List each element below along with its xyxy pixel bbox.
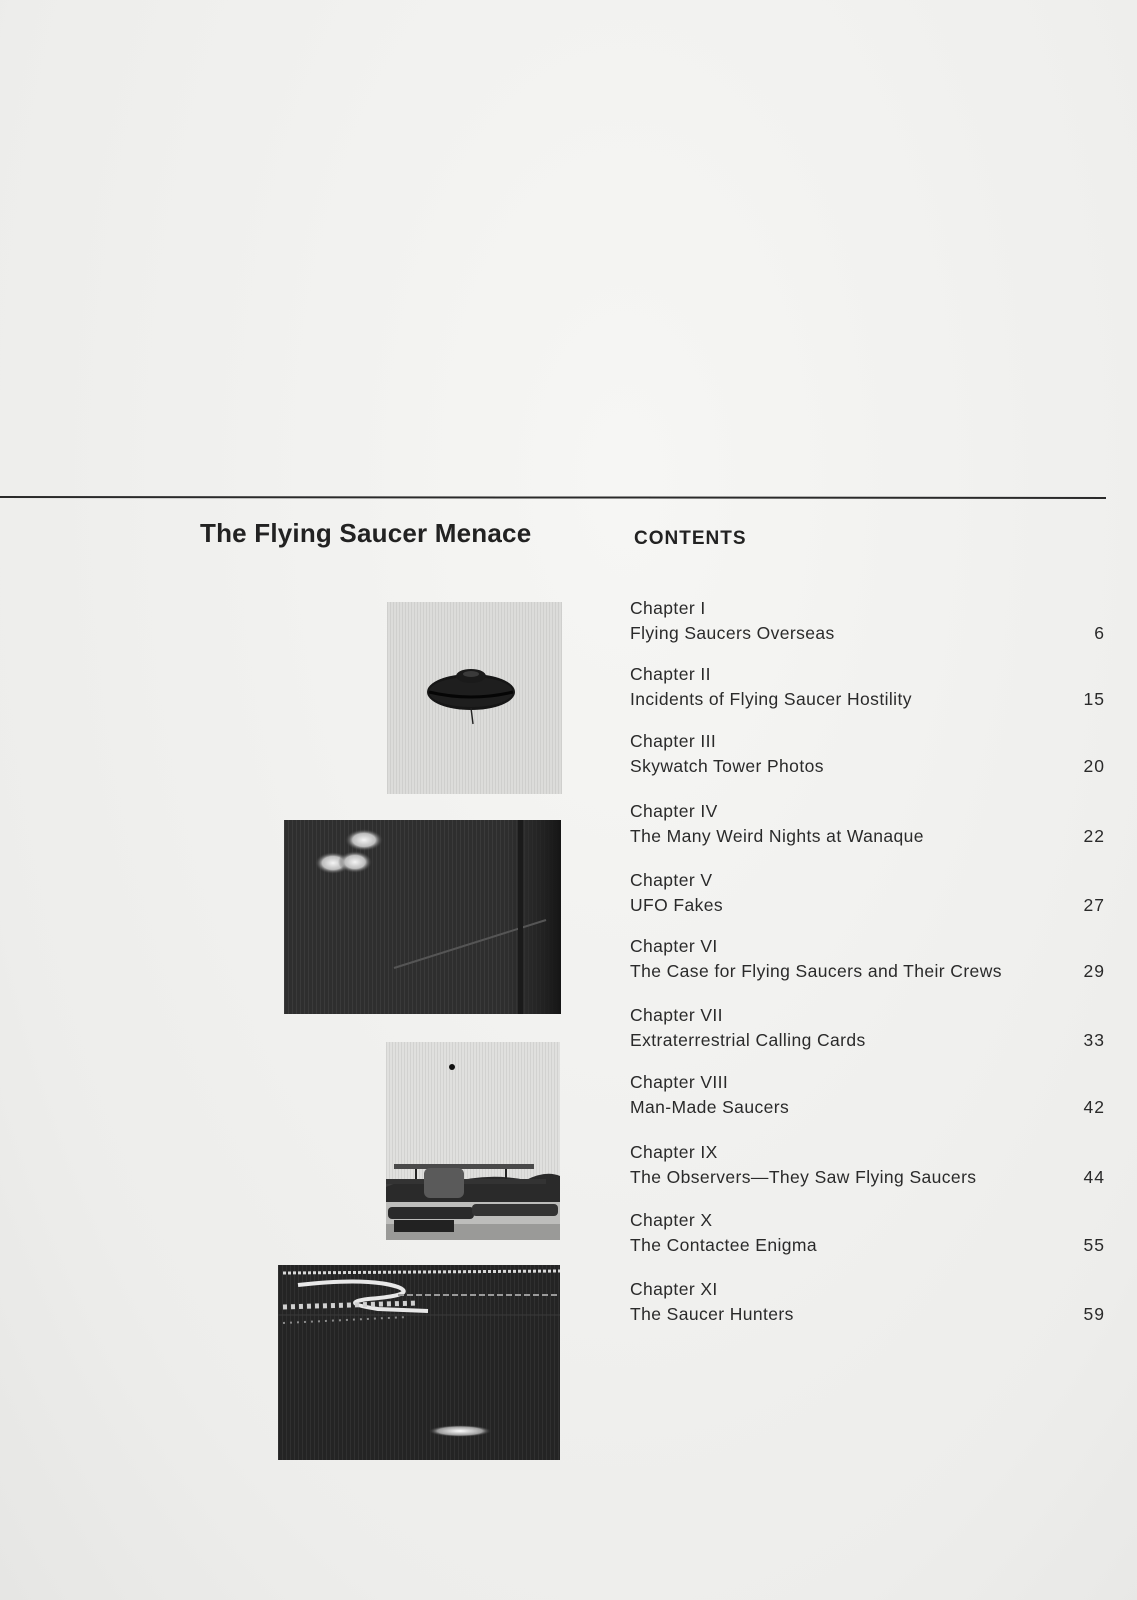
toc-chapter-title: The Observers—They Saw Flying Saucers [630, 1167, 977, 1187]
toc-chapter-label: Chapter VIII [630, 1072, 729, 1092]
toc-page-number: 33 [1083, 1030, 1105, 1050]
toc-chapter-label: Chapter VII [630, 1005, 723, 1025]
toc-chapter-title: Skywatch Tower Photos [630, 756, 824, 776]
toc-entry[interactable] [630, 1208, 1105, 1258]
toc-chapter-label: Chapter XI [630, 1279, 718, 1299]
toc-chapter-title: UFO Fakes [630, 895, 724, 915]
toc-chapter-label: Chapter V [630, 870, 713, 890]
toc-chapter-title: The Saucer Hunters [630, 1304, 794, 1324]
night-light-trails-photo [278, 1265, 560, 1460]
toc-page-number: 27 [1083, 895, 1105, 915]
contents-heading: CONTENTS [634, 528, 747, 549]
toc-chapter-label: Chapter IX [630, 1142, 718, 1162]
toc-chapter-title: The Case for Flying Saucers and Their Crews [630, 961, 1002, 981]
toc-chapter-title: The Many Weird Nights at Wanaque [630, 826, 924, 846]
toc-chapter-label: Chapter III [630, 731, 717, 751]
saucer-in-sky-photo [387, 602, 562, 794]
toc-page-number: 15 [1083, 689, 1105, 709]
toc-entry[interactable] [630, 1003, 1105, 1053]
toc-page-number: 59 [1083, 1304, 1105, 1324]
toc-entry[interactable] [630, 799, 1105, 849]
toc-chapter-title: Extraterrestrial Calling Cards [630, 1030, 866, 1050]
toc-entry[interactable] [630, 596, 1105, 646]
toc-chapter-title: Flying Saucers Overseas [630, 623, 835, 643]
night-lights-photo [284, 820, 561, 1014]
toc-page-number: 42 [1083, 1097, 1105, 1117]
toc-page-number: 6 [1094, 623, 1105, 643]
toc-page-number: 44 [1083, 1167, 1105, 1187]
toc-page-number: 55 [1083, 1235, 1105, 1255]
toc-page-number: 29 [1083, 961, 1105, 981]
toc-chapter-label: Chapter X [630, 1210, 713, 1230]
toc-entry[interactable] [630, 1140, 1105, 1190]
toc-chapter-title: Man-Made Saucers [630, 1097, 790, 1117]
toc-chapter-label: Chapter VI [630, 936, 718, 956]
toc-chapter-label: Chapter I [630, 598, 706, 618]
toc-chapter-label: Chapter IV [630, 801, 718, 821]
toc-entry[interactable] [630, 1070, 1105, 1120]
toc-page-number: 22 [1083, 826, 1105, 846]
toc-chapter-label: Chapter II [630, 664, 711, 684]
toc-page-number: 20 [1083, 756, 1105, 776]
toc-entry[interactable] [630, 662, 1105, 712]
biplane-with-object-photo [386, 1042, 560, 1240]
toc-entry[interactable] [630, 868, 1105, 918]
toc-entry[interactable] [630, 934, 1105, 984]
toc-entry[interactable] [630, 729, 1105, 779]
toc-entry[interactable] [630, 1277, 1105, 1327]
toc-chapter-title: Incidents of Flying Saucer Hostility [630, 689, 912, 709]
toc-chapter-title: The Contactee Enigma [630, 1235, 817, 1255]
book-title: The Flying Saucer Menace [200, 518, 532, 548]
